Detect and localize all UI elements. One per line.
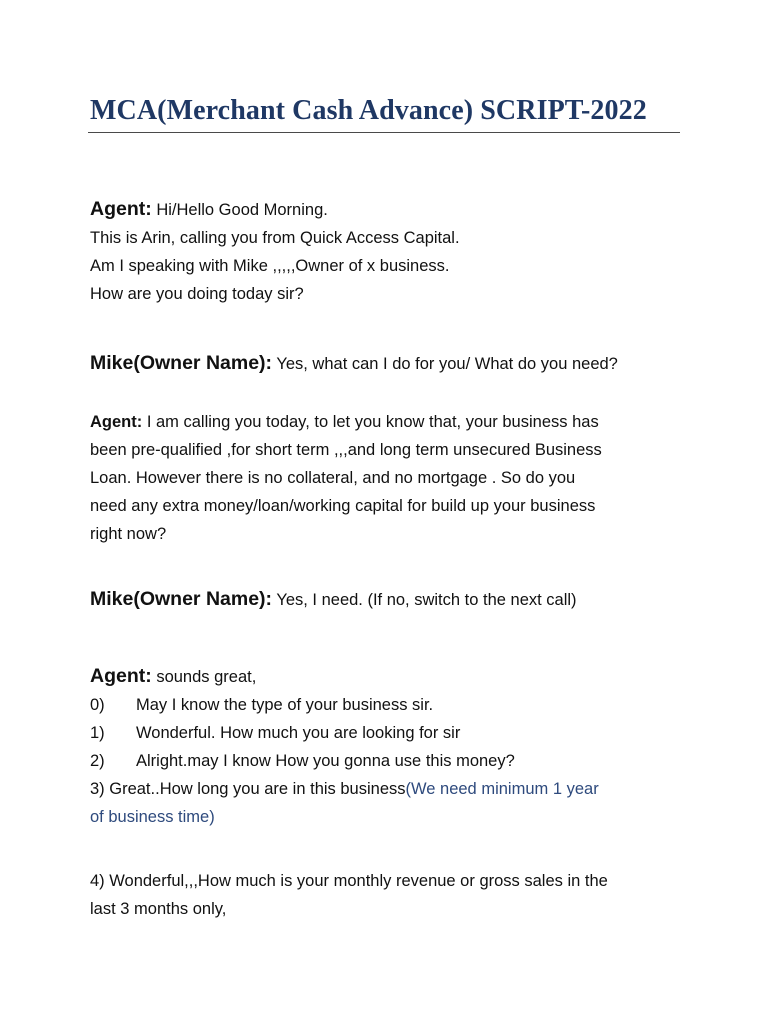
agent-questions-block (90, 662, 599, 831)
question-item (90, 691, 599, 719)
script-line: How are you doing today sir? (90, 285, 304, 303)
owner-need-line (90, 585, 577, 614)
speaker-label: Agent: (90, 198, 152, 220)
speaker-label: Mike(Owner Name): (90, 352, 273, 374)
revenue-question-block (90, 867, 608, 923)
document-title: MCA(Merchant Cash Advance) SCRIPT-2022 (90, 95, 647, 126)
script-line: need any extra money/loan/working capital for build up your business (90, 497, 596, 515)
agent-greeting-line (90, 195, 460, 224)
owner-need-block (90, 585, 577, 614)
owner-response-block (90, 349, 618, 378)
script-line: Loan. However there is no collateral, and no mortgage . So do you (90, 469, 576, 487)
question-item (90, 719, 599, 747)
speaker-label: Agent: (90, 665, 152, 687)
question-item (90, 775, 599, 803)
agent-questions-line (90, 662, 599, 691)
owner-response-text: Yes, what can I do for you/ What do you need? (272, 355, 618, 373)
title-underline (88, 132, 680, 133)
question-number: 0) (90, 696, 105, 714)
script-line: This is Arin, calling you from Quick Access Capital. (90, 229, 460, 247)
requirement-note: of business time) (90, 808, 215, 826)
owner-response-line (90, 349, 618, 378)
owner-need-text: Yes, I need. (If no, switch to the next call) (272, 591, 577, 609)
script-line: been pre-qualified ,for short term ,,,and long term unsecured Business (90, 441, 602, 459)
speaker-label: Agent: (90, 413, 143, 431)
requirement-note: (We need minimum 1 year (405, 780, 599, 798)
question-number: 2) (90, 752, 105, 770)
question-number: 1) (90, 724, 105, 742)
question-text: 3) Great..How long you are in this business (90, 780, 406, 798)
question-item (90, 747, 599, 775)
question-text: May I know the type of your business sir. (136, 696, 434, 714)
script-line: right now? (90, 525, 167, 543)
sounds-great-text: sounds great, (151, 668, 257, 686)
question-text: last 3 months only, (90, 900, 227, 918)
pitch-text: I am calling you today, to let you know that, your business has (142, 413, 599, 431)
question-text: Wonderful. How much you are looking for sir (136, 724, 461, 742)
question-text: Alright.may I know How you gonna use this money? (136, 752, 515, 770)
greeting-text: Hi/Hello Good Morning. (151, 201, 328, 219)
agent-greeting-block (90, 195, 460, 308)
script-line: Am I speaking with Mike ,,,,,Owner of x business. (90, 257, 450, 275)
speaker-label: Mike(Owner Name): (90, 588, 273, 610)
agent-pitch-line (90, 408, 602, 436)
agent-pitch-block (90, 408, 602, 548)
question-text: 4) Wonderful,,,How much is your monthly revenue or gross sales in the (90, 872, 608, 890)
